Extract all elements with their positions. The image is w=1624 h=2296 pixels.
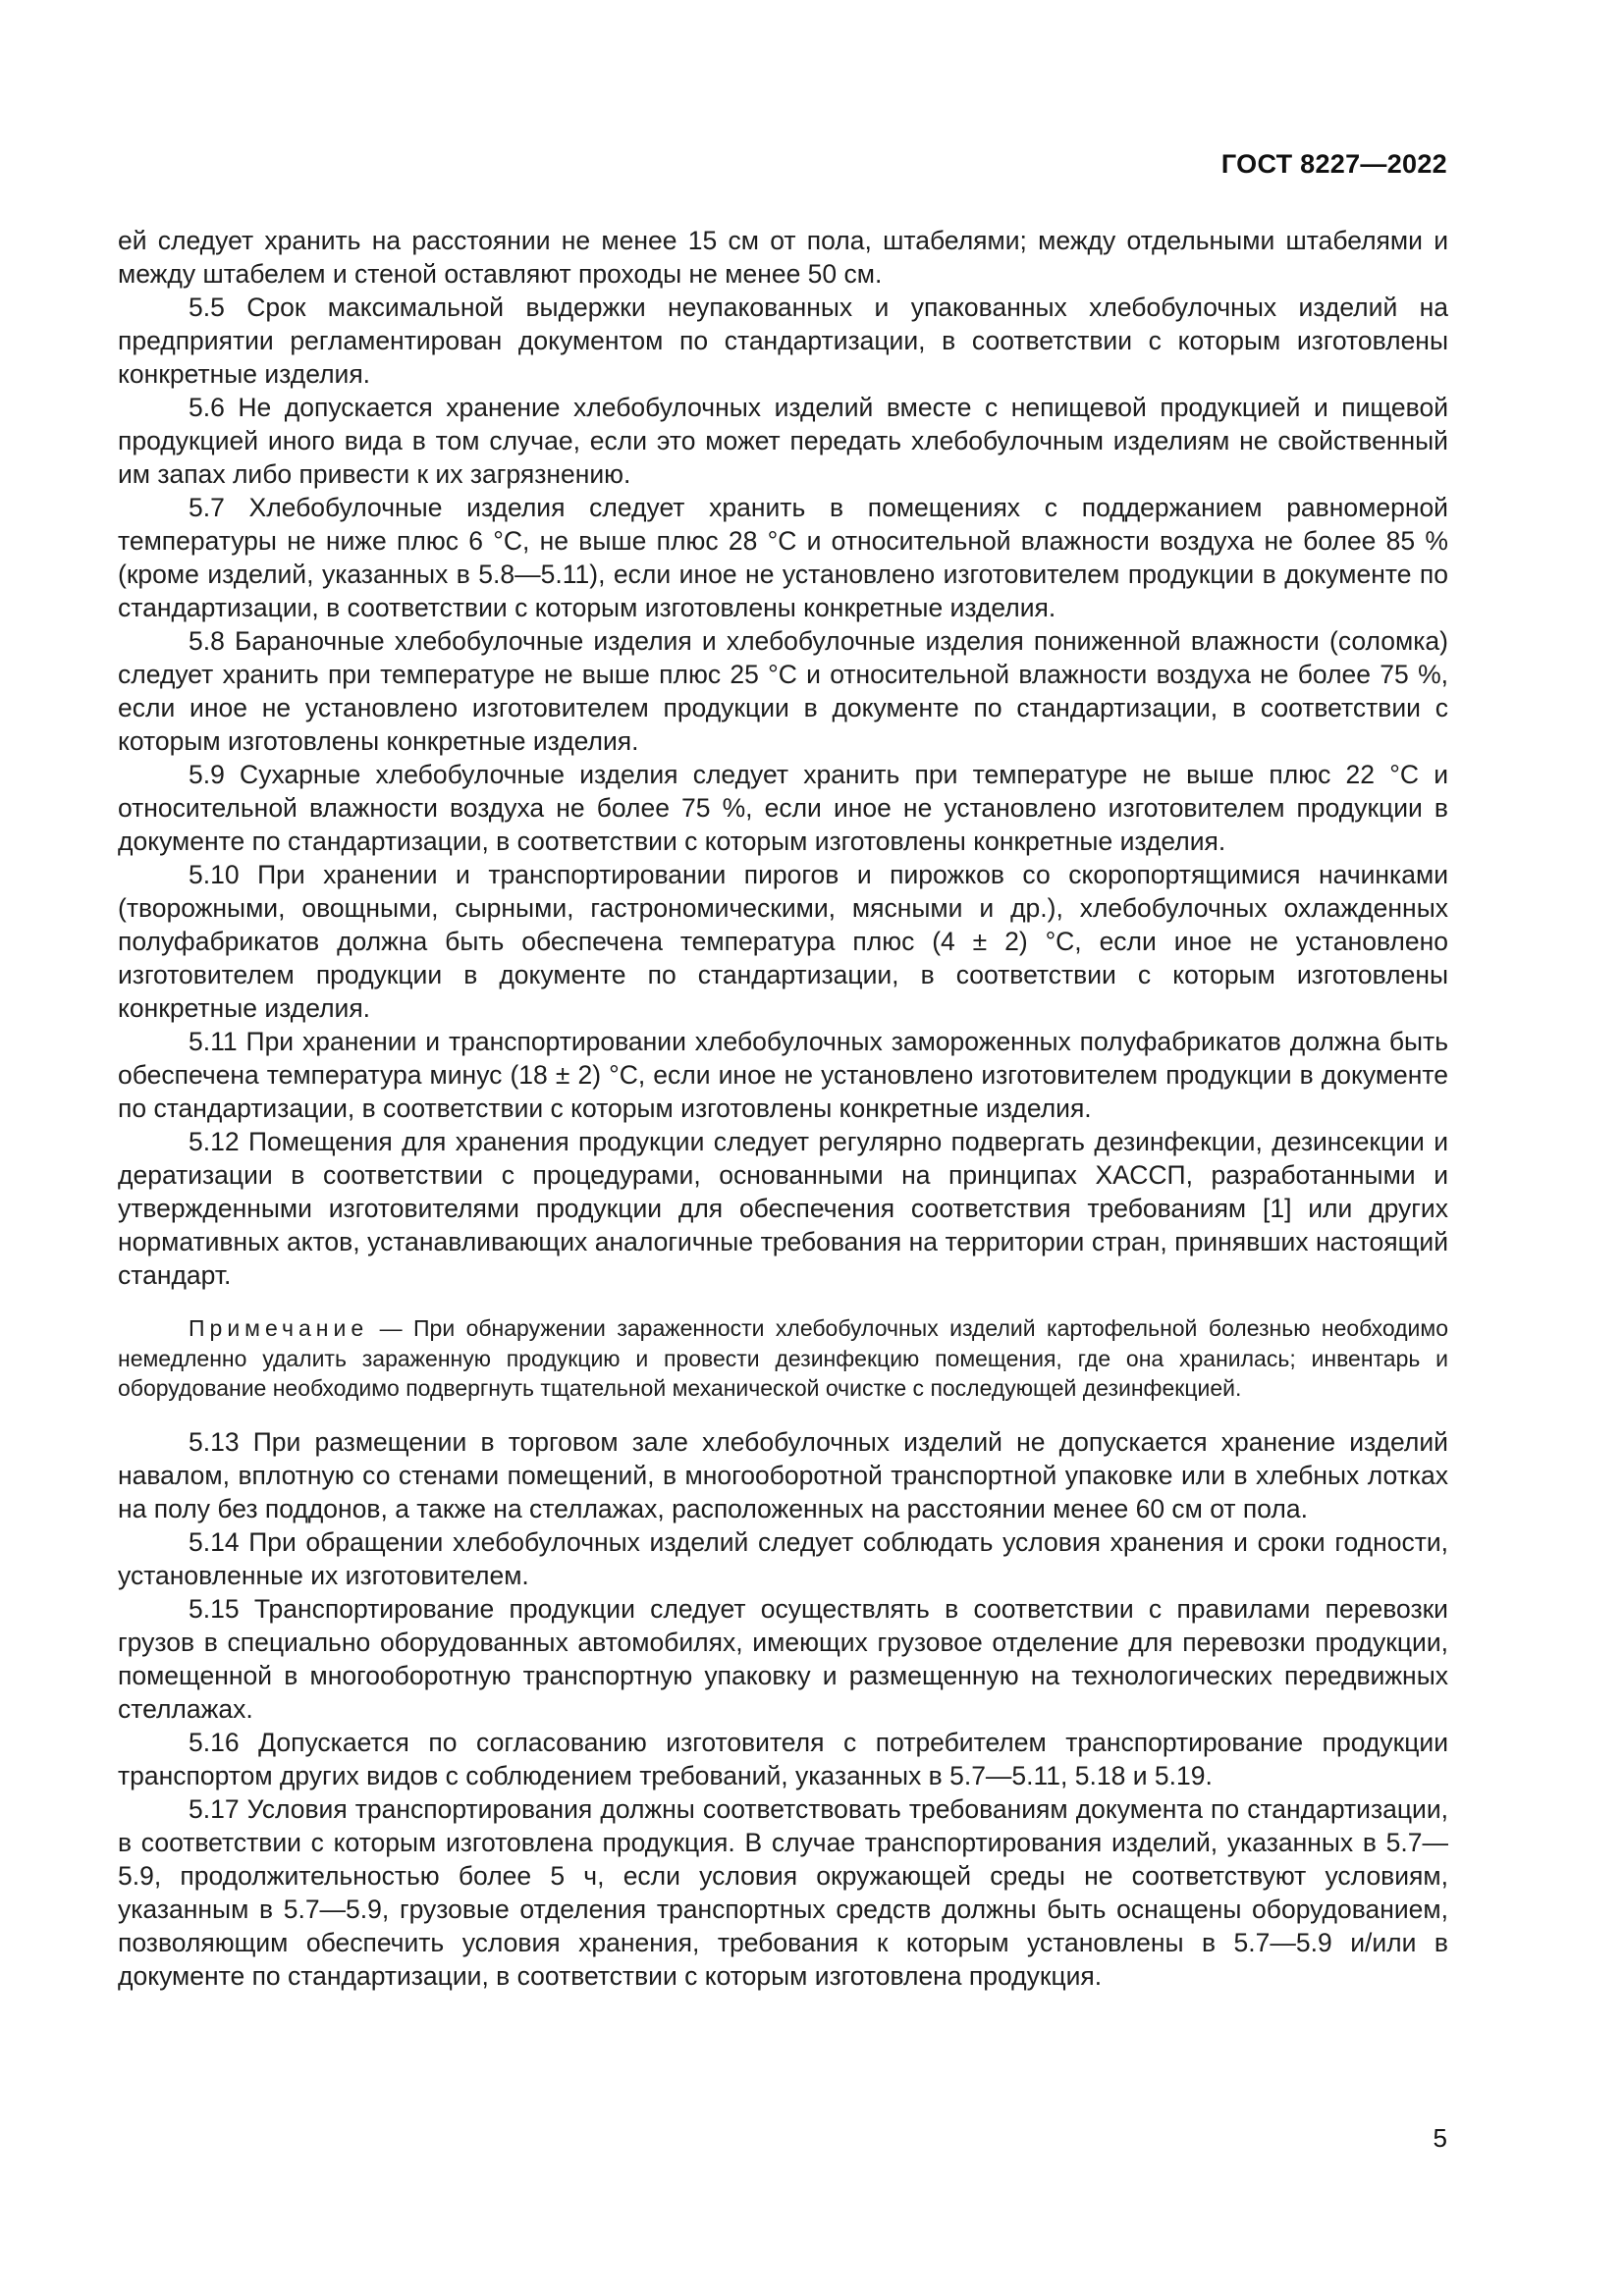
paragraph-5-13: 5.13 При размещении в торговом зале хлебобулочных изделий не допускается хранение изделий навалом, вплотную со стенами помещений, в многооборотной транспортной упаковке или в хлебных лотках на полу без поддонов, а также на стеллажах, расположенных на расстоянии менее 60 см от пола. bbox=[118, 1426, 1448, 1523]
paragraph-5-15: 5.15 Транспортирование продукции следует осуществлять в соответствии с правилами перевозки грузов в специально оборудованных автомобилях, имеющих грузовое отделение для перевозки продукции, помещенной в многооборотную транспортную упаковку и размещенную на технологических передвижных стеллажах. bbox=[118, 1593, 1448, 1724]
paragraph-5-10: 5.10 При хранении и транспортировании пирогов и пирожков со скоропортящимися начинками (творожными, овощными, сырными, гастрономическими, мясными и др.), хлебобулочных охлажденных полуфабрикатов должна быть обеспечена температура плюс (4 ± 2) °С, если иное не установлено изготовителем продукции в документе по стандартизации, в соответствии с которым изготовлены конкретные изделия. bbox=[118, 860, 1448, 1023]
paragraph-5-12: 5.12 Помещения для хранения продукции следует регулярно подвергать дезинфекции, дезинсекции и дератизации в соответствии с процедурами, основанными на принципах ХАССП, разработанными и утвержденными изготовителями продукции для обеспечения соответствия требованиям [1] или других нормативных актов, устанавливающих аналогичные требования на территории стран, принявших настоящий стандарт. bbox=[118, 1127, 1448, 1290]
paragraph-5-17: 5.17 Условия транспортирования должны соответствовать требованиям документа по стандартизации, в соответствии с которым изготовлена продукция. В случае транспортирования изделий, указанных в 5.7—5.9, продолжительностью более 5 ч, если условия окружающей среды не соответствуют условиям, указанным в 5.7—5.9, грузовые отделения транспортных средств должны быть оснащены оборудованием, позволяющим обеспечить условия хранения, требования к которым установлены в 5.7—5.9 и/или в документе по стандартизации, в соответствии с которым изготовлена продукция. bbox=[118, 1793, 1448, 1991]
document-code: ГОСТ 8227—2022 bbox=[1220, 149, 1447, 179]
paragraph-5-16: 5.16 Допускается по согласованию изготовителя с потребителем транспортирование продукции транспортом других видов с соблюдением требований, указанных в 5.7—5.11, 5.18 и 5.19. bbox=[118, 1727, 1448, 1790]
paragraph-5-11: 5.11 При хранении и транспортировании хлебобулочных замороженных полуфабрикатов должна быть обеспечена температура минус (18 ± 2) °С, если иное не установлено изготовителем продукции в документе по стандартизации, в соответствии с которым изготовлены конкретные изделия. bbox=[118, 1027, 1448, 1123]
paragraph-5-5: 5.5 Срок максимальной выдержки неупакованных и упакованных хлебобулочных изделий на предприятии регламентирован документом по стандартизации, в соответствии с которым изготовлены конкретные изделия. bbox=[118, 293, 1448, 389]
paragraph-5-14: 5.14 При обращении хлебобулочных изделий следует соблюдать условия хранения и сроки годности, установленные их изготовителем. bbox=[118, 1526, 1448, 1590]
document-body bbox=[118, 224, 1448, 1993]
note-label: Примечание bbox=[189, 1315, 369, 1341]
note-text: — При обнаружении зараженности хлебобулочных изделий картофельной болезнью необходимо немедленно удалить зараженную продукцию и провести дезинфекцию помещения, где она хранилась; инвентарь и оборудование необходимо подвергнуть тщательной механической очистке с последующей дезинфекцией. bbox=[118, 1315, 1448, 1401]
note-block bbox=[118, 1313, 1448, 1404]
paragraph-5-6: 5.6 Не допускается хранение хлебобулочных изделий вместе с непищевой продукцией и пищевой продукцией иного вида в том случае, если это может передать хлебобулочным изделиям не свойственный им запах либо привести к их загрязнению. bbox=[118, 393, 1448, 489]
paragraph-5-7: 5.7 Хлебобулочные изделия следует хранить в помещениях с поддержанием равномерной температуры не ниже плюс 6 °С, не выше плюс 28 °С и относительной влажности воздуха не более 85 % (кроме изделий, указанных в 5.8—5.11), если иное не установлено изготовителем продукции в документе по стандартизации, в соответствии с которым изготовлены конкретные изделия. bbox=[118, 493, 1448, 622]
paragraph-5-8: 5.8 Бараночные хлебобулочные изделия и хлебобулочные изделия пониженной влажности (соломка) следует хранить при температуре не выше плюс 25 °С и относительной влажности воздуха не более 75 %, если иное не установлено изготовителем продукции в документе по стандартизации, в соответствии с которым изготовлены конкретные изделия. bbox=[118, 626, 1448, 756]
paragraph-5-9: 5.9 Сухарные хлебобулочные изделия следует хранить при температуре не выше плюс 22 °С и относительной влажности воздуха не более 75 %, если иное не установлено изготовителем продукции в документе по стандартизации, в соответствии с которым изготовлены конкретные изделия. bbox=[118, 760, 1448, 856]
page-number: 5 bbox=[1433, 2123, 1447, 2153]
paragraph-continuation: ей следует хранить на расстоянии не менее 15 см от пола, штабелями; между отдельными штабелями и между штабелем и стеной оставляют проходы не менее 50 см. bbox=[118, 226, 1448, 289]
